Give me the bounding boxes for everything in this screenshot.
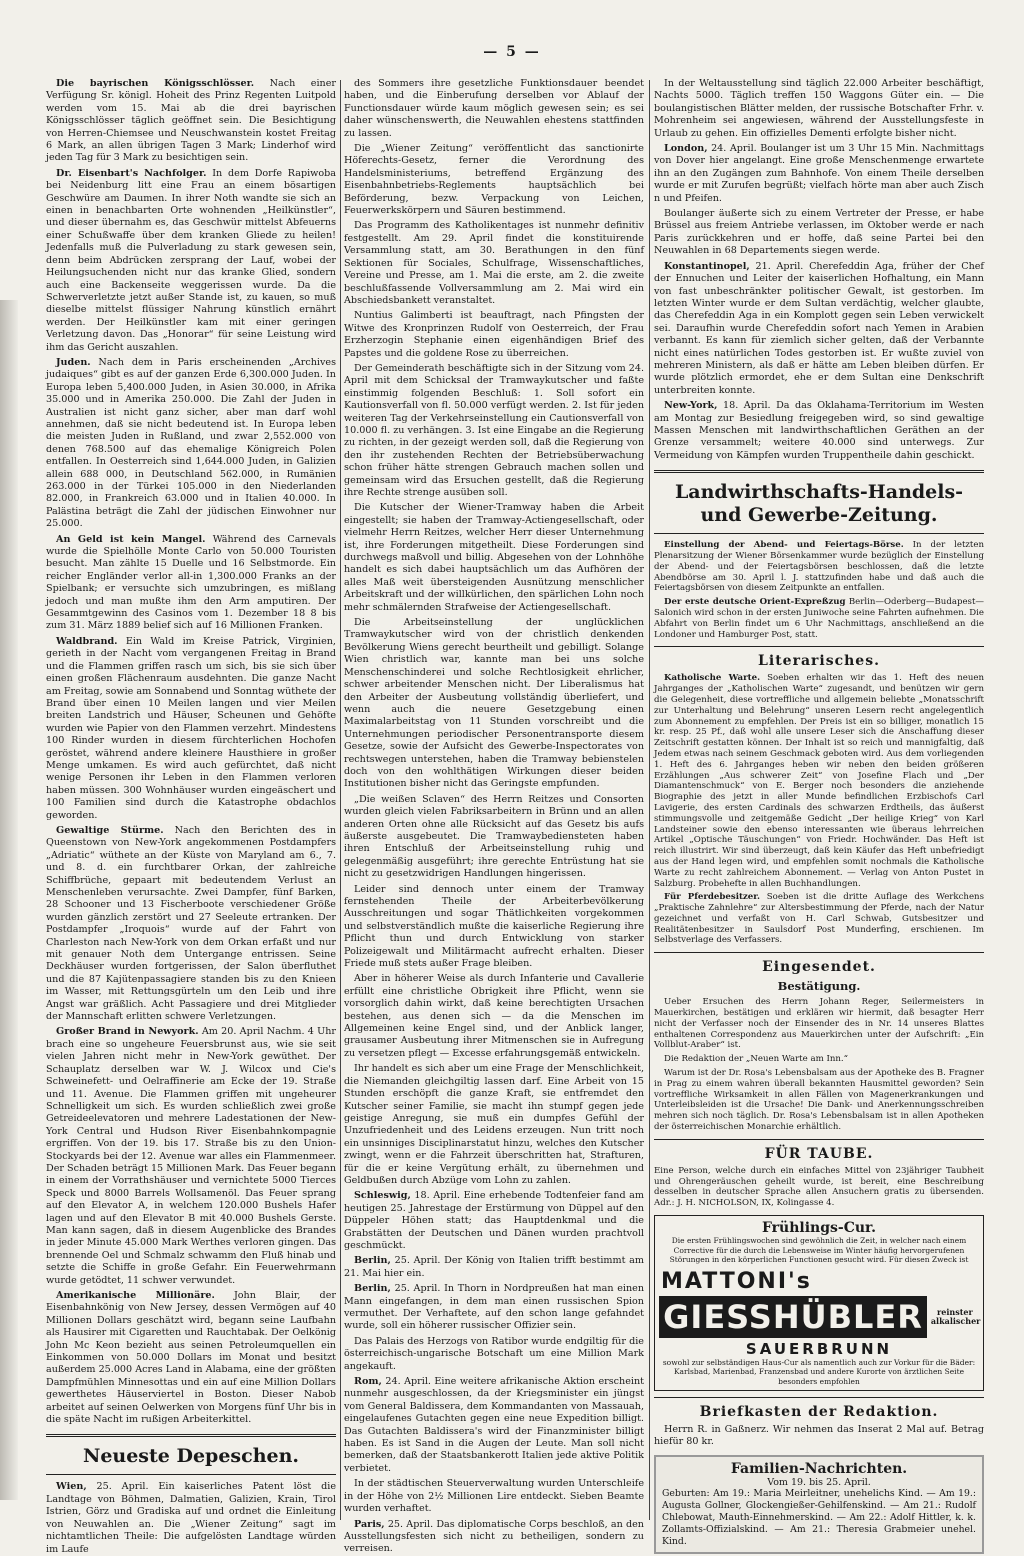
section-title-literarisches: Literarisches.	[758, 653, 880, 670]
article-paragraph	[46, 1026, 336, 1287]
article-lead: Der erste deutsche Orient-Expreßzug	[664, 597, 846, 608]
divider	[46, 1474, 336, 1475]
article-lead: Großer Brand in Newyork.	[56, 1026, 199, 1038]
article-text: Nach dem in Paris erscheinenden „Archives judaiques“ gibt es auf der ganzen Erde 6,300.000 Juden. In Europa leben 5,400.000 Juden, in Asien 30.000, in Afrika 35.000 und in Amerika 250.000. Die Zahl der Juden in Australien ist nicht ganz sicher, aber man darf wohl annehmen, daß sie nicht bedeutend ist. In Europa leben die meisten Juden in Rußland, und zwar 2,552.000 von denen 768.500 auf das ehemalige Königreich Polen entfallen. In Oesterreich sind 1,644.000 Juden, in Galizien allein 688 000, in Deutschland 562.000, in Rumänien 263.000 in der Türkei 105.000 in den Niederlanden 82.000, in Frankreich 63.000 und in Italien 40.000. In Palästina beträgt die Zahl der jüdischen Einwohner nur 25.000.	[46, 356, 336, 530]
article-paragraph	[344, 1255, 644, 1280]
article-text: In der Weltausstellung sind täglich 22.000 Arbeiter beschäftigt, Nachts 5000. Täglich treffen 150 Waggons Güter ein. — Die boulangistischen Blätter melden, der russische Botschafter Frhr. v. Mohrenheim sei angewiesen, während der Ausstellungsfeste in Urlaub zu gehen. Ein offizielles Dementi erfolgte bisher nicht.	[654, 78, 984, 139]
article-text: Der Gemeinderath beschäftigte sich in der Sitzung vom 24. April mit dem Schicksal der Tramwaykutscher und faßte einstimmig folgenden Beschluß: 1. Soll sofort ein Kautionsverfall von fl. 50.000 verfügt werden. 2. Ist für jeden weiteren Tag der Verkehrseinstellung ein Cautionsverfall von 10.000 fl. zu verhängen. 3. Ist eine Eingabe an die Regierung zu richten, in der gezeigt werden soll, daß die Regierung von den ihr zustehenden Rechten der Betriebsüberwachung schon früher hätte strengen Gebrauch machen sollen und gemeinsam wird das Ersuchen gestellt, daß die Regierung ihre Rechte strenge ausüben soll.	[344, 362, 644, 498]
column-3	[654, 78, 984, 1547]
section-title-briefkasten: Briefkasten der Redaktion.	[699, 1404, 939, 1421]
section-title-eingesendet: Eingesendet.	[762, 959, 876, 976]
article-lead: London,	[664, 143, 708, 155]
divider	[654, 533, 984, 534]
article-paragraph	[344, 310, 644, 360]
page-binding-edge	[0, 300, 18, 1500]
article-text: In der städtischen Steuerverwaltung wurden Unterschleife in der Höhe von 2½ Millionen Lire entdeckt. Sieben Beamte wurden verhaftet.	[344, 1478, 644, 1515]
ad-fruehling-title: Frühlings-Cur.	[761, 1220, 876, 1237]
article-paragraph	[46, 1481, 336, 1555]
article-text: Am 20. April Nachm. 4 Uhr brach eine so ungeheure Feuersbrunst aus, wie sie seit vielen Jahren nicht mehr in New-York gewüthet. Der Schauplatz derselben war W. J. Wilcox und Cie's Schweinefett- und Oelraffinerie am Ecke der 19. Straße und 11. Avenue. Die Flammen griffen mit ungeheurer Schnelligkeit um sich. Es wurden schließlich zwei große Getreideelevatoren und mehrere Ladestationen der New-York Central und Hudson River Eisenbahnkompagnie ergriffen. Von der 19. bis 17. Straße bis zu den Union-Stockyards bei der 12. Avenue war alles ein Flammenmeer. Der Schaden beträgt 15 Millionen Mark. Das Feuer begann in einem der Vorrathshäuser und vernichtete 5000 Tierces Speck und 8000 Barrels Wollsamenöl. Das Feuer sprang auf den Elevator A, in welchem 120.000 Bushels Hafer lagen und auf den Elevator B mit 40.000 Bushels Gerste. Man kann sagen, daß in diesem Augenblicke des Brandes in jeder Minute 45.000 Mark Werthes verloren gingen. Das brennende Oel und Schmalz schwamm den Fluß hinab und setzte die Schiffe in große Gefahr. Ein Feuerwehrmann wurde getödtet, 11 schwer verwundet.	[46, 1026, 336, 1286]
article-paragraph	[344, 1283, 644, 1333]
column1-articles	[46, 78, 336, 1426]
article-lead: Konstantinopel,	[664, 260, 750, 272]
article-lead: Paris,	[354, 1518, 385, 1530]
article-paragraph	[344, 1063, 644, 1187]
article-text: Das Palais des Herzogs von Ratibor wurde endgiltig für die österreichisch-ungarische Botschaft um eine Million Mark angekauft.	[344, 1335, 644, 1372]
column-2	[344, 78, 644, 1555]
article-paragraph	[46, 825, 336, 1024]
article-text: 25. April. Das diplomatische Corps beschloß, an den Ausstellungsfesten sich nicht zu betheiligen, sondern zu verreisen.	[344, 1518, 644, 1555]
eingesendet-list	[654, 997, 984, 1133]
article-paragraph	[344, 617, 644, 791]
article-paragraph	[654, 673, 984, 889]
article-text: „Die weißen Sclaven“ des Herrn Reitzes und Consorten wurden gleich vielen Fabriksarbeitern in Brünn und an allen anderen Orten ohne alle Rücksicht auf das Gesetz bis aufs äußerste ausgebeutet. Die Tramwaybediensteten haben ihren Entschluß der Arbeitseinstellung ruhig und gelegenmäßig ausgeführt; ihre gerechte Entrüstung hat sie nicht zu gesetzwidrigen Handlungen hingerissen.	[344, 793, 644, 880]
article-paragraph	[654, 143, 984, 205]
article-text: Ein Wald im Kreise Patrick, Virginien, gerieth in der Nacht vom vergangenen Freitag in Brand und die Flammen griffen rasch um sich, bis sie sich über einen großen Flächenraum ausdehnten. Die ganze Nacht am Freitag, sowie am Sonnabend und Sonntag wüthete der Brand über einen 10 Meilen langen und vier Meilen breiten Landstrich und Häuser, Scheunen und Gehöfte wurden wie Papier von den Flammen verzehrt. Mindestens 100 Rinder wurden in diesem fürchterlichen Hochofen geröstet, während andere kleinere Hausthiere in großer Menge umkamen. Es wird auch gefürchtet, daß nicht wenige Personen ihr Leben in den Flammen verloren haben müssen. 300 Wohnhäuser wurden eingeäschert und 100 Familien sind durch die Katastrophe obdachlos geworden.	[46, 635, 336, 821]
article-text: Die Kutscher der Wiener-Tramway haben die Arbeit eingestellt; sie haben der Tramway-Actiengesellschaft, oder vielmehr Herrn Reitzes, welcher Herr dieser Unternehmung ist, ihre Forderungen mitgetheilt. Diese Forderungen sind durchwegs maßvoll und billig. Abgesehen von der Lohnhöhe handelt es sich dabei hauptsächlich um das Aufhören der alles Maß weit übersteigenden Ausnützung menschlicher Arbeitskraft und der willkürlichen, den spärlichen Lohn noch mehr schmälernden Strafweise der Actiengesellschaft.	[344, 502, 644, 613]
article-lead: Einstellung der Abend- und Feiertags-Börse.	[664, 540, 904, 551]
article-paragraph	[344, 1190, 644, 1252]
article-paragraph	[344, 1478, 644, 1515]
article-text: In der letzten Plenarsitzung der Wiener Börsenkammer wurde bezüglich der Einstellung der Abend- und der Feiertagsbörsen beschlossen, daß die letzte Abendbörse am 30. April l. J. stattzufinden habe und daß auch die Feiertagsbörsen von diesem Zeitpunkte an entfallen.	[654, 540, 984, 594]
article-paragraph	[46, 1290, 336, 1426]
article-lead: New-York,	[664, 400, 718, 412]
article-text: Das Programm des Katholikentages ist nunmehr definitiv festgestellt. Am 29. April findet die konstituirende Versammlung statt, am 30. Berathungen in den fünf Sektionen für Sociales, Schulfrage, Wissenschaftliches, Vereine und Presse, am 1. Mai die erste, am 2. die zweite beschlußfassende Vollversammlung am 2. Mai wird ein Abschiedsbankett veranstaltet.	[344, 220, 644, 306]
ad-brand-sub: reinster alkalischer	[930, 1306, 981, 1326]
article-lead: Gewaltige Stürme.	[56, 824, 164, 836]
article-lead: Wien,	[56, 1481, 87, 1493]
article-paragraph	[344, 794, 644, 881]
column-1	[46, 78, 337, 1555]
article-paragraph	[654, 1068, 984, 1133]
column-rule	[340, 80, 341, 1520]
article-paragraph	[654, 540, 984, 594]
article-paragraph	[344, 1376, 644, 1475]
section-divider	[654, 470, 984, 473]
depeschen-list	[46, 1481, 336, 1555]
article-lead: Für Pferdebesitzer.	[664, 892, 761, 903]
article-text: 25. April. Ein kaiserliches Patent löst die Landtage von Böhmen, Dalmatien, Galizien, Krain, Tirol Istrien, Görz und Gradiska auf und ordnet die Einleitung von Neuwahlen an. Die „Wiener Zeitung“ sagt im nichtamtlichen Theile: Die aufgelösten Landtage würden im Laufe	[46, 1481, 336, 1555]
article-paragraph	[46, 168, 336, 354]
article-paragraph	[344, 78, 644, 140]
article-lead: Rom,	[354, 1376, 382, 1388]
article-paragraph	[344, 973, 644, 1060]
article-text: 21. April. Cherefeddin Aga, früher der Chef der Ennuchen und Leiter der kaiserlichen Hofhaltung, ein Mann von fast unbeschränkter politischer Gewalt, ist gestorben. Im letzten Winter wurde er dem Sultan verdächtig, welcher glaubte, das Cherefeddin Aga in ein Komplott gegen sein Leben verwickelt sei. Daraufhin wurde Cherefeddin sofort nach Yemen in Arabien verbannt. Es kann für ziemlich sicher gelten, daß der Verbannte nicht eines natürlichen Todes gestorben ist. Er wußte zuviel von mehreren Ministern, als daß er hätte am Leben bleiben dürfen. Er wurde plötzlich ermordet, ehe er dem Sultan eine Denkschrift unterbreiten konnte.	[654, 260, 984, 396]
article-paragraph	[344, 1519, 644, 1556]
article-text: 18. April. Da das Oklahama-Territorium im Westen am Montag zur Besiedlung freigegeben wird, so sind gewaltige Massen Menschen mit landwirthschaftlichen Geräthen an der Grenze versammelt; weitere 40.000 sind unterwegs. Zur Vermeidung von Kämpfen wurden Truppentheile dahin geschickt.	[654, 400, 984, 461]
article-paragraph	[654, 78, 984, 140]
article-paragraph	[344, 220, 644, 307]
article-text: 24. April. Eine weitere afrikanische Aktion erscheint nunmehr ausgeschlossen, da der Kriegsminister ein jüngst vom General Baldissera, dem Kommandanten von Massauah, eingelaufenes Gutachten gegen eine neue Expedition billigt. Das Gutachten Baldissera's wird der Finanzminister billigt haben. Es ist Sand in die Augen der Leute. Man soll nicht bemerken, daß der Staatsbankerott Italien jede aktive Politik verbietet.	[344, 1376, 644, 1474]
article-text: In dem Dorfe Rapiwoba bei Neidenburg litt eine Frau an einem bösartigen Geschwüre am Daumen. In ihrer Noth wandte sie sich an einen in benachbarten Orte wohnenden „Heilkünstler“, und dieser übernahm es, das Geschwür mittelst Abfeuerns einer Schußwaffe über dem kranken Gliede zu heilen! Jedenfalls muß die Pulverladung zu stark gewesen sein, denn beim Abdrücken zersprang der Lauf, wobei der Heilungsuchenden nicht nur das kranke Glied, sondern auch eine Backenseite weggerissen wurde. Da die Schwerverletzte jetzt außer Stande ist, zu kauen, so muß dieselbe mittelst flüssiger Nahrung künstlich ernährt werden. Der Heilkünstler kam mit einer geringen Verletzung davon. Das „Honorar“ für seine Leistung wird ihm das Gericht auszahlen.	[46, 167, 336, 353]
article-text: Soeben ist die dritte Auflage des Werkchens „Praktische Zahnlehre“ zur Altersbestimmung der Pferde, nach der Natur gezeichnet und verfaßt von H. Carl Schwab, Gutsbesitzer und Realitätenbesitzer in Saulsdorf Post Munderfing, erschienen. Im Selbstverlage des Verfassers.	[654, 892, 984, 946]
article-paragraph	[344, 502, 644, 614]
article-text: Die „Wiener Zeitung“ veröffentlicht das sanctionirte Höferechts-Gesetz, ferner die Verordnung des Handelsministeriums, betreffend Ergänzung des Eisenbahnbetriebs-Reglements hauptsächlich bei Beförderung, bezw. Verpackung von Leichen, Feuerwerkskörpern und Säuren bestimmend.	[344, 143, 644, 217]
article-text: 18. April. Eine erhebende Todtenfeier fand am heutigen 25. Jahrestage der Erstürmung von Düppel auf den Düppeler Höhen statt; das Hauptdenkmal und die Grabstätten der Deutschen und Dänen wurden prachtvoll geschmückt.	[344, 1190, 644, 1251]
article-text: 25. April. Der König von Italien trifft bestimmt am 21. Mai hier ein.	[344, 1255, 644, 1279]
article-text: Boulanger äußerte sich zu einem Vertreter der Presse, er habe Brüssel aus freiem Antriebe verlassen, im Oktober werde er nach Paris zurückkehren und er hoffe, daß seine Partei bei den Neuwahlen in 68 Departements siegen werde.	[654, 208, 984, 257]
article-text: Warum ist der Dr. Rosa's Lebensbalsam aus der Apotheke des B. Fragner in Prag zu einem wahren überall bekannten Hausmittel geworden? Sein vortreffliche Wirksamkeit in allen Fällen von Magenerkrankungen und Unterleibsleiden ist die Ursache! Die Dank- und Anerkennungsschreiben mehren sich noch täglich. Dr. Rosa's Lebensbalsam ist in allen Apotheken der österreichischen Monarchie erhältlich.	[654, 1068, 984, 1133]
familien-nachrichten-box	[654, 1455, 984, 1554]
article-text: Soeben erhalten wir das 1. Heft des neuen Jahrganges der „Katholischen Warte“ zugesandt, und benützen wir gern die Gelegenheit, diese vortreffliche und allgemein beliebte „Monatsschrift zur Unterhaltung und Belehrung“ unseren Lesern recht angelegentlich zum Abonnement zu empfehlen. Der Preis ist ein so billiger, monatlich 15 kr. resp. 25 Pf., daß wohl alle unsere Leser sich die Anschaffung dieser Zeitschrift gestatten können. Der Inhalt ist so reich und mannigfaltig, daß Jedem etwas nach seinem Geschmack geboten wird. Aus dem vorliegenden 1. Heft des 6. Jahrganges heben wir neben den beiden größeren Erzählungen „Aus schwerer Zeit“ von Josefine Flach und „Der Diamantenschmuck“ von E. Berger noch besonders die anziehende Biographie des jetzt in aller Munde befindlichen Erzbischofs Carl Lavigerie, des ersten Cardinals des schwarzen Erdtheils, das äußerst stimmungsvolle und zeitgemäße Gedicht „Der heilige Krieg“ von Karl Landsteiner sowie den ebenso interessanten wie überaus lehrreichen Artikel „Optische Täuschungen“ von Friedr. Hochwänder. Das Heft ist reich illustrirt. Wir sind überzeugt, daß kein Käufer das Heft unbefriedigt aus der Hand legen wird, und empfehlen somit nochmals die Katholische Warte zu recht zahlreichem Abonnement. — Verlag von Anton Pustet in Salzburg. Probehefte in allen Buchhandlungen.	[654, 673, 984, 889]
article-paragraph	[344, 363, 644, 499]
article-lead: Juden.	[56, 356, 91, 368]
article-paragraph	[654, 997, 984, 1051]
literar-list	[654, 673, 984, 946]
article-text: Die Arbeitseinstellung der unglücklichen Tramwaykutscher wird von der christlich denkenden Bevölkerung Wiens gerecht beurtheilt und gebilligt. Solange Wien christlich war, kannte man bei uns solche Menschenschinderei und solche Rechtlosigkeit ehrlicher, schwer arbeitender Menschen nicht. Der Liberalismus hat den Arbeiter der Ausbeutung vollständig überliefert, und wenn auch die neuere Gesetzgebung einen Maximalarbeitstag von 11 Stunden vorschreibt und die Unternehmungen periodischer Personentransporte diesem Gesetze, sowie der Aufsicht des Gewerbe-Inspectorates von rechtswegen unterstehen, haben die Tramway bebienstelen doch von den wohlthätigen Wirkungen dieser beiden Institutionen bisher nicht das Geringste empfunden.	[344, 617, 644, 790]
article-paragraph	[46, 357, 336, 531]
article-paragraph	[654, 597, 984, 640]
article-text: Nuntius Galimberti ist beauftragt, nach Pfingsten der Witwe des Kronprinzen Rudolf von Oesterreich, der Frau Erzherzogin Stephanie einen eigenhändigen Brief des Papstes und die goldene Rose zu überreichen.	[344, 310, 644, 359]
briefkasten-text: Herrn R. in Gaßnerz. Wir nehmen das Inserat 2 Mal auf. Betrag hiefür 80 kr.	[654, 1424, 984, 1448]
article-lead: An Geld ist kein Mangel.	[56, 533, 206, 545]
article-paragraph	[654, 261, 984, 397]
article-paragraph	[654, 892, 984, 946]
column3-news	[654, 78, 984, 462]
article-text: Die Redaktion der „Neuen Warte am Inn.“	[664, 1054, 849, 1065]
divider	[654, 646, 984, 647]
article-paragraph	[46, 78, 336, 165]
column-rule	[649, 80, 650, 1520]
article-lead: Berlin,	[354, 1255, 391, 1267]
article-text: Ueber Ersuchen des Herrn Johann Reger, Seilermeisters in Mauerkirchen, bestätigen und erklären wir hiermit, daß besagter Herr nicht der Verfasser noch der Einsender des in Nr. 14 unseres Blattes enthaltenen Correspondenz aus Mauerkirchen unter der Aufschrift: „Ein Vollblut-Araber“ ist.	[654, 997, 984, 1051]
article-paragraph	[654, 400, 984, 462]
familien-text: Geburten: Am 19.: Maria Meirleitner, unehelichs Kind. — Am 19.: Augusta Gollner, Glockengießer-Gehilfenskind. — Am 21.: Rudolf Chlebowat, Mauth-Einnehmerskind. — Am 22.: Adolf Hittler, k. k. Zollamts-Offizialskind. — Am 21.: Theresia Grabmeier unehel. Kind.	[662, 1487, 976, 1547]
article-paragraph	[46, 636, 336, 822]
article-text: Leider sind dennoch unter einem der Tramway fernstehenden Theile der Arbeiterbevölkerung Ausschreitungen und sogar Thätlichkeiten vorgekommen und selbstverständlich mußte die kaiserliche Regierung ihre Pflicht thun und durch Entwicklung von starker Polizeigewalt und Militärmacht aufrecht erhalten. Dieser Friede muß stets außer Frage bleiben.	[344, 883, 644, 970]
article-lead: Berlin,	[354, 1283, 391, 1295]
article-lead: Katholische Warte.	[664, 673, 761, 684]
ad-taube-title: FÜR TAUBE.	[764, 1145, 874, 1162]
familien-title: Familien-Nachrichten.	[730, 1460, 908, 1477]
article-paragraph	[344, 884, 644, 971]
article-text: Nach einer Verfügung Sr. königl. Hoheit des Prinz Regenten Luitpold werden vom 15. Mai ab die drei bayrischen Königsschlösser täglich geöffnet sein. Die Besichtigung von Herren-Chiemsee und Neuschwanstein kostet Freitag 6 Mark, an allen übrigen Tagen 3 Mark; Linderhof wird jeden Tag für 3 Mark zu besichtigen sein.	[46, 78, 336, 164]
familien-subtitle: Vom 19. bis 25. April.	[767, 1476, 871, 1488]
divider	[654, 1397, 984, 1398]
article-text: Aber in höherer Weise als durch Infanterie und Cavallerie erfüllt eine christliche Obrigkeit ihre Pflicht, wenn sie vorsorglich dahin wirkt, daß keine berechtigten Ursachen bestehen, aus denen sich — da die Menschen im Allgemeinen keine Engel sind, und der Anblick langer, grausamer Ausbeutung ihrer Mitmenschen sie in Aufregung zu versetzen pflegt — Excesse erfahrungsgemäß entwickeln.	[344, 973, 644, 1059]
article-text: 25. April. In Thorn in Nordpreußen hat man einen Mann eingefangen, in dem man einen russischen Spion vermuthet. Der Verhaftete, auf den schon lange gefahndet wurde, soll ein höherer russischer Offizier sein.	[344, 1283, 644, 1332]
ad-fruehlings-cur	[654, 1215, 984, 1391]
landw-list	[654, 540, 984, 640]
section-divider	[46, 1434, 336, 1437]
article-text: des Sommers ihre gesetzliche Funktionsdauer beendet haben, und die Einberufung derselben vor Ablauf der Functionsdauer würde kaum möglich gewesen sein; es sei daher wünschenswerth, die Neuwahlen ehestens stattfinden zu lassen.	[344, 78, 644, 139]
article-lead: Schleswig,	[354, 1190, 411, 1202]
article-lead: Die bayrischen Königsschlösser.	[56, 78, 255, 89]
divider	[654, 1139, 984, 1140]
article-text: Ihr handelt es sich aber um eine Frage der Menschlichkeit, die Niemanden gleichgiltig lassen darf. Eine Arbeit von 15 Stunden erschöpft die ganze Kraft, sie entfremdet den Kutscher seiner Familie, sie macht ihn stumpf gegen jede geistige Anregung, sie muß ein dumpfes Gefühl der Unzufriedenheit und des Leidens erzeugen. Nun tritt noch ein unsinniges Disciplinarstatut hinzu, welches den Kutscher zwingt, wenn er die Fahrzeit überschritten hat, Strafturen, für die er keine Vergütung erhält, zu übernehmen und Geldbußen durch Abzüge vom Lohn zu zahlen.	[344, 1063, 644, 1186]
article-paragraph	[654, 208, 984, 258]
article-paragraph	[344, 1336, 644, 1373]
article-text: 24. April. Boulanger ist um 3 Uhr 15 Min. Nachmittags von Dover hier angelangt. Eine große Menschenmenge erwartete ihn an den Zugängen zum Bahnhofe. Von einem Theile derselben wurde er mit Zurufen begrüßt; vielfach hörte man aber auch Zisch n und Pfeifen.	[654, 143, 984, 204]
section-title-depeschen: Neueste Depeschen.	[82, 1445, 300, 1468]
article-paragraph	[46, 534, 336, 633]
ad-brand-sauerbrunn: SAUERBRUNN	[745, 1339, 893, 1358]
ad-brand-mattoni: MATTONI's	[661, 1268, 812, 1294]
article-text: John Blair, der Eisenbahnkönig von New Jersey, dessen Vermögen auf 40 Millionen Dollars geschätzt wird, begann seine Laufbahn als Hausirer mit Cigaretten und Rauchtabak. Der Oelkönig John Mc Keon bezieht aus seinen Petroleumquellen ein Einkommen von 50.000 Dollars im Monat und besitzt außerdem 25.000 Acres Land in Alabama, eine der größten Dampfmühlen Minnesottas und ein auf eine Million Dollars gewerthetes Häuserviertel in Boston. Dieser Nabob arbeitet auf seinen Oelwerken von Morgens fünf Uhr bis in die späte Nacht im rußigen Arbeiterkittel.	[46, 1290, 336, 1426]
section-title-landwirthschaft: Landwirthschafts-Handels- und Gewerbe-Zeitung.	[674, 481, 964, 527]
ad-fruehling-footer: sowohl zur selbständigen Haus-Cur als namentlich auch zur Vorkur für die Bäder: Karlsbad, Marienbad, Franzensbad und andere Kurorte von ärztlichen Seite besonders empfohlen	[662, 1357, 976, 1386]
section-title-bestaetigung: Bestätigung.	[777, 979, 861, 994]
ad-brand-giesshuebler: GIESSHÜBLER	[659, 1296, 927, 1338]
article-paragraph	[344, 143, 644, 217]
column2-paragraphs	[344, 78, 644, 1556]
ad-taube-text: Eine Person, welche durch ein einfaches Mittel von 23jähriger Taubheit und Ohrengeräuschen geheilt wurde, ist bereit, eine Beschreibung desselben in deutscher Sprache allen Ansuchern gratis zu übersenden. Adr.: J. H. NICHOLSON, IX, Kolingasse 4.	[654, 1165, 984, 1209]
article-lead: Dr. Eisenbart's Nachfolger.	[56, 167, 207, 179]
article-text: Berlin—Oderberg—Budapest—Salonich wird schon in der ersten Juniwoche seine Fahrten aufnehmen. Die Abfahrt von Berlin findet um 6 Uhr Nachmittags, anschließend an die Londoner und Hamburger Post, statt.	[654, 597, 984, 640]
article-lead: Amerikanische Millionäre.	[56, 1290, 215, 1301]
page-number: — 5 —	[483, 44, 541, 60]
ad-taube	[654, 1146, 984, 1209]
article-lead: Waldbrand.	[56, 635, 118, 647]
ad-fruehling-text: Die ersten Frühlingswochen sind gewöhnlich die Zeit, in welcher nach einem Corrective für die durch die Lebensweise im Winter häufig hervorgerufenen Störungen in den körperlichen Functionen gesucht wird. Für diesen Zweck ist	[669, 1236, 969, 1265]
divider	[654, 952, 984, 953]
article-paragraph	[654, 1054, 984, 1065]
article-text: Nach den Berichten des in Queenstown von New-York angekommenen Postdampfers „Adriatic“ wüthete an der Küste von Maryland am 6., 7. und 8. d. ein furchtbarer Orkan, der zahlreiche Schiffbrüche, gepaart mit bedeutendem Verlust an Menschenleben verursachte. Zwei Dampfer, fünf Barken, 28 Schooner und 13 Fischerboote verschiedener Größe wurden gänzlich zerstört und 27 Seeleute ertranken. Der Postdampfer „Iroquois“ wurde auf der Fahrt von Charleston nach New-York von dem Orkan erfaßt und nur mit genauer Noth dem Untergange entrissen. Seine Deckhäuser wurden fortgerissen, der Salon überfluthet und die 87 Kajütenpassagiere standen bis zu den Knieen im Wasser, mit Rettungsgürteln um den Leib und ihre Angst war gräßlich. Acht Passagiere und drei Mitglieder der Mannschaft erlitten schwere Verletzungen.	[46, 824, 337, 1023]
article-text: Während des Carnevals wurde die Spielhölle Monte Carlo von 50.000 Touristen besucht. Man zählte 15 Duelle und 16 Selbstmorde. Ein reicher Engländer verlor all-in 1,300.000 Franks an der Spielbank; er versuchte sich umzubringen, es mißlang jedoch und man mußte ihm den Arm amputiren. Der Gesammtgewinn des Casinos vom 1. Dezember 18 8 bis zum 31. März 1889 belief sich auf 16 Millionen Franken.	[46, 533, 336, 632]
